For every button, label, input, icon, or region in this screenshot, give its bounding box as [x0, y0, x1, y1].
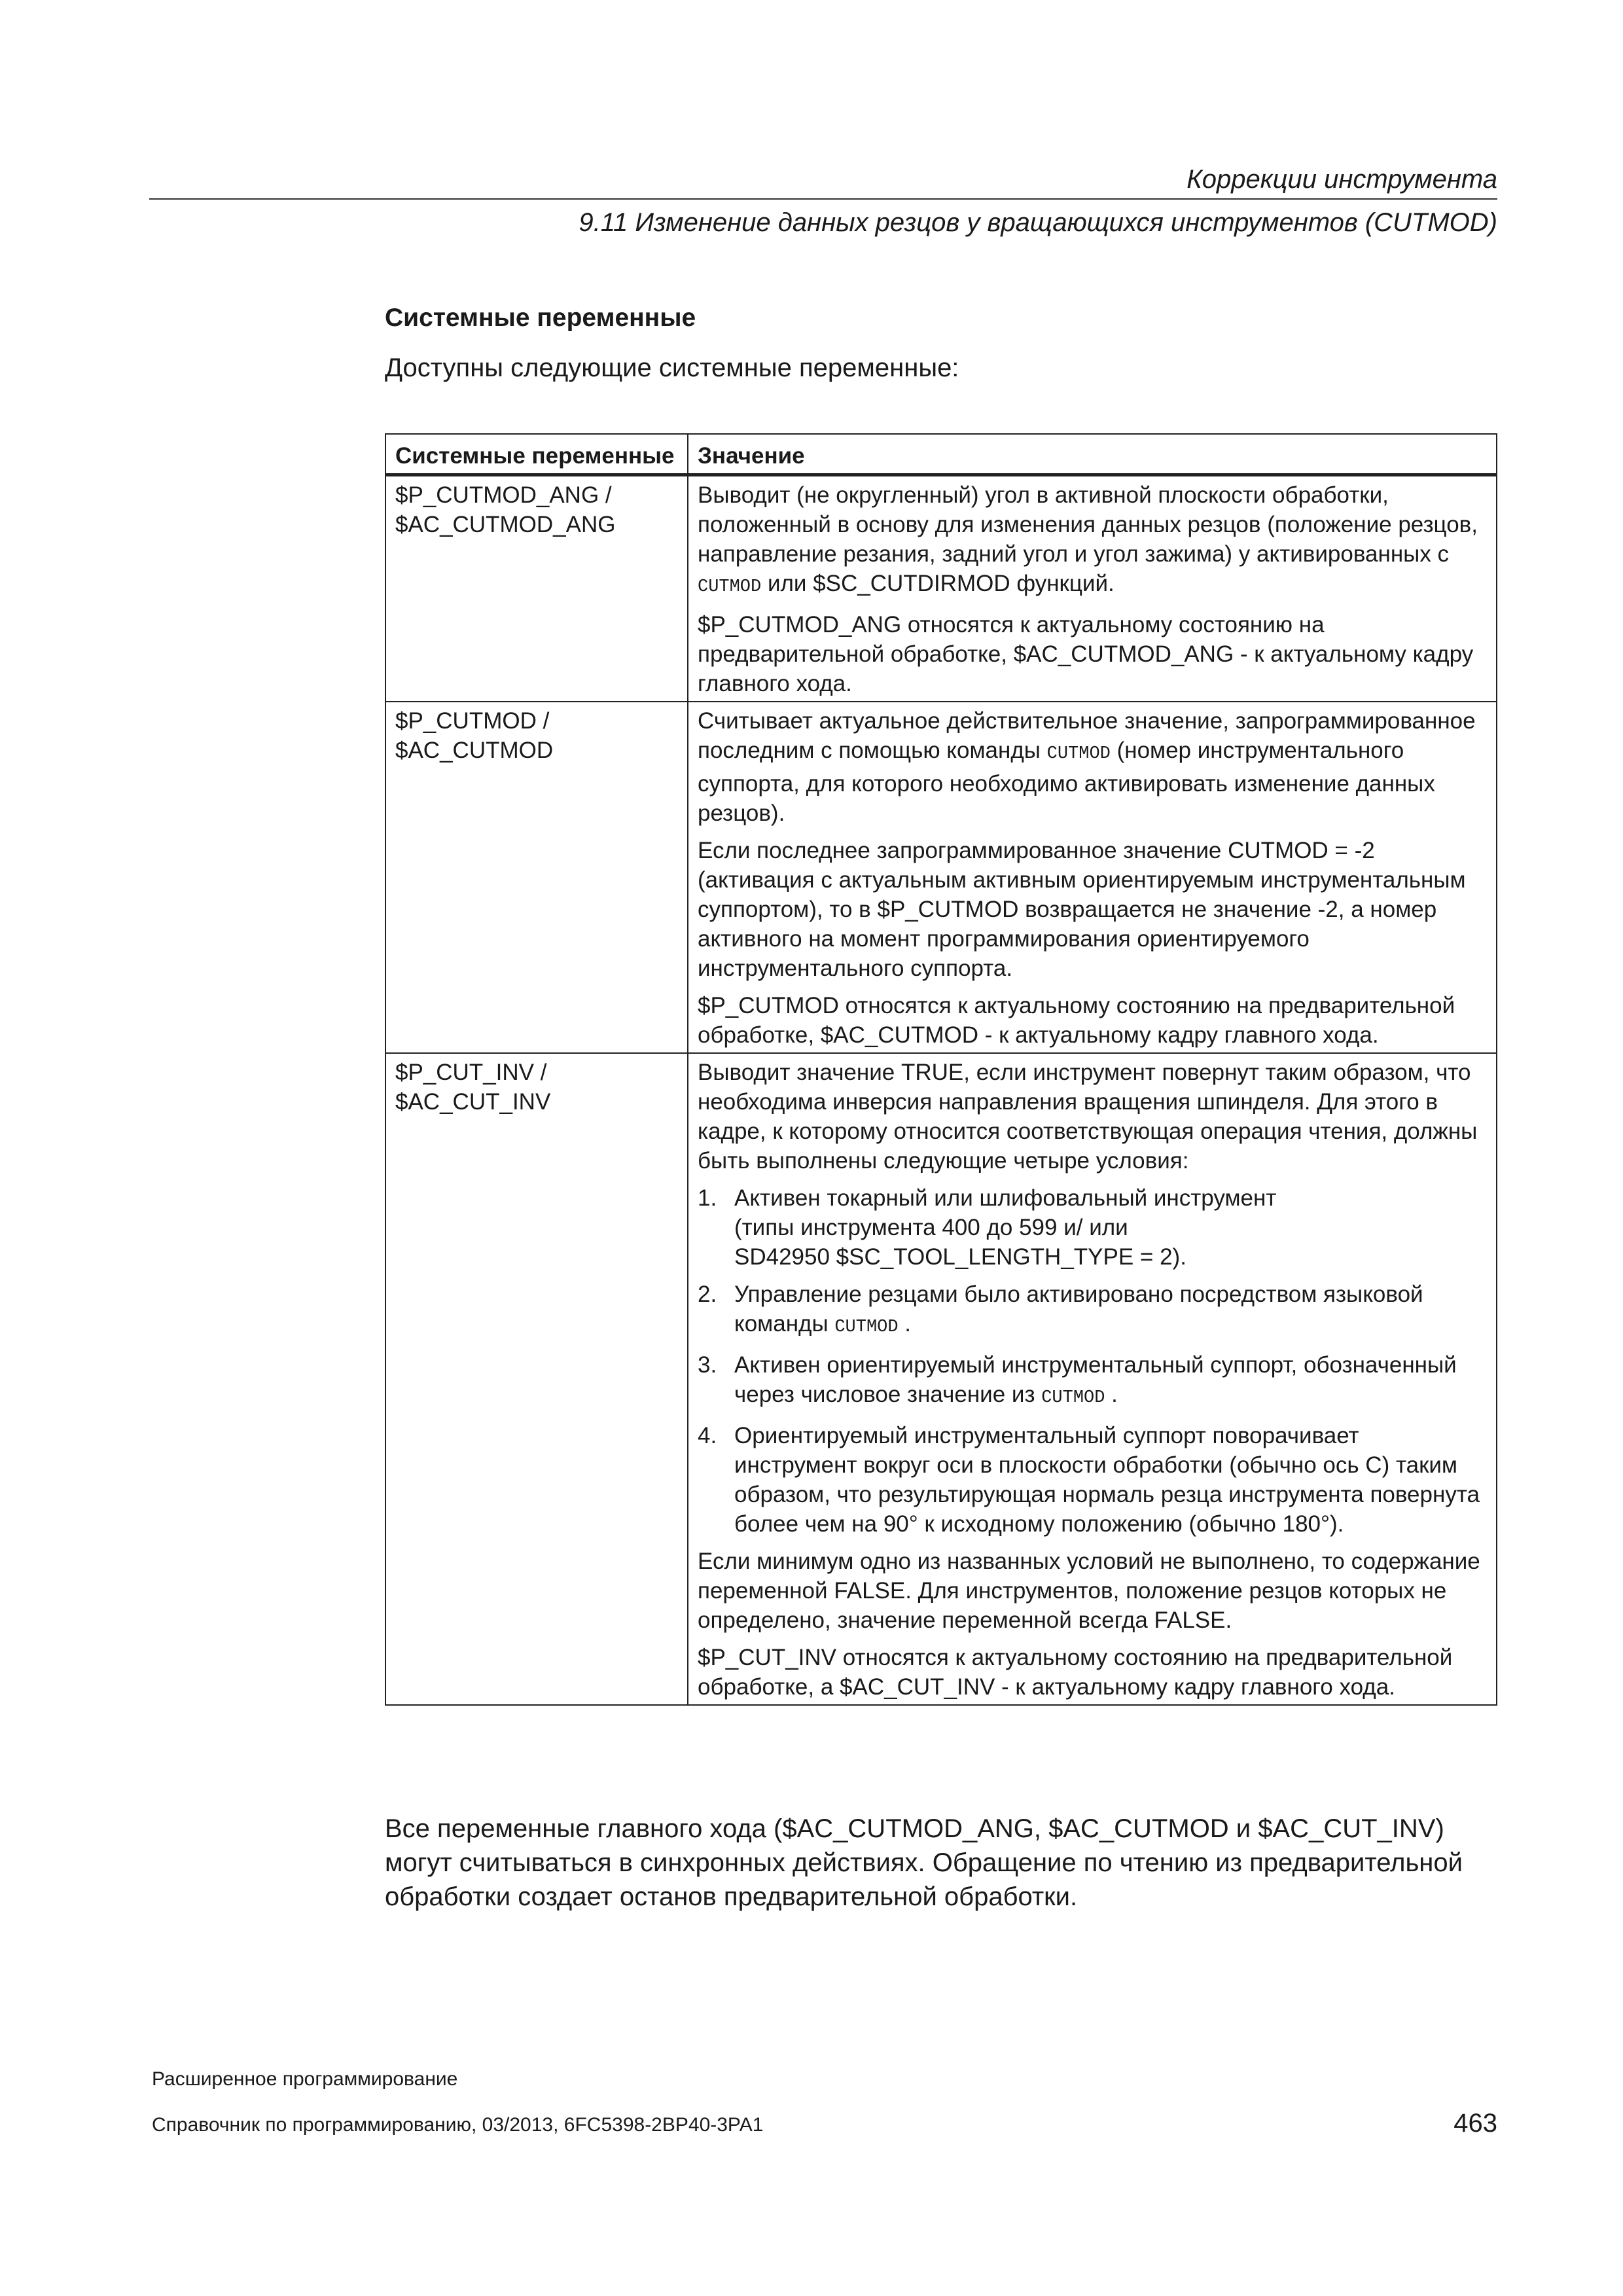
- table-row: [385, 1053, 1497, 1705]
- description-paragraph: Если последнее запрограммированное значение CUTMOD = -2 (активация с актуальным активным ориентируемым инструментальным суппортом), то в $P_CUTMOD возвращается не значение -2, а номер активного на момент программирования ориентируемого инструментального суппорта.: [698, 838, 1466, 981]
- text-run: Считывает актуальное действительное значение, запрограммированное последним с помощью команды: [698, 708, 1476, 763]
- variable-name: $P_CUT_INV /: [395, 1060, 547, 1085]
- variable-name: $P_CUTMOD /: [395, 708, 550, 734]
- code-keyword: CUTMOD: [698, 577, 762, 597]
- column-header-variables: Системные переменные: [385, 434, 688, 475]
- list-number: 3.: [698, 1352, 717, 1378]
- meaning-cell: [688, 1053, 1497, 1705]
- list-item-text: [734, 1183, 1276, 1272]
- text-run: .: [898, 1311, 912, 1336]
- list-item: [698, 1350, 1487, 1413]
- list-item: [698, 1421, 1487, 1539]
- text-run: Активен ориентируемый инструментальный суппорт, обозначенный через числовое значение из: [734, 1352, 1457, 1407]
- section-title: Системные переменные: [385, 304, 696, 332]
- variable-name: $AC_CUT_INV: [395, 1089, 551, 1115]
- description-paragraph: $P_CUTMOD_ANG относятся к актуальному состоянию на предварительной обработке, $AC_CUTMOD_ANG - к актуальному кадру главного хода.: [698, 612, 1474, 696]
- description-paragraph: [698, 480, 1487, 602]
- meaning-cell: [688, 702, 1497, 1053]
- meaning-cell: [688, 475, 1497, 702]
- description-paragraph: Выводит значение TRUE, если инструмент повернут таким образом, что необходима инверсия направления вращения шпинделя. Для этого в кадре, к которому относится соответствующая операция чтения, должны быть выполнены следующие четыре условия:: [698, 1060, 1478, 1174]
- text-run: Управление резцами было активировано посредством языковой команды: [734, 1282, 1423, 1336]
- system-variables-table: [385, 433, 1497, 1706]
- description-paragraph: $P_CUT_INV относятся к актуальному состоянию на предварительной обработке, а $AC_CUT_INV - к актуальному кадру главного хода.: [698, 1645, 1453, 1700]
- footer-book-title: Расширенное программирование: [152, 2068, 458, 2090]
- list-number: 4.: [698, 1423, 717, 1448]
- list-number: 2.: [698, 1282, 717, 1307]
- list-item-text: Ориентируемый инструментальный суппорт поворачивает инструмент вокруг оси в плоскости обработки (обычно ось С) таким образом, что результирующая нормаль резца инструмента повернута более чем на 90° к исходному положению (обычно 180°).: [734, 1423, 1480, 1537]
- variable-name: $AC_CUTMOD_ANG: [395, 512, 616, 537]
- page-number: 463: [1454, 2109, 1497, 2138]
- variable-name: $P_CUTMOD_ANG /: [395, 482, 612, 508]
- list-number: 1.: [698, 1185, 717, 1211]
- text-run: .: [1105, 1382, 1118, 1407]
- variable-names-cell: [385, 475, 688, 702]
- running-header-section: 9.11 Изменение данных резцов у вращающихся инструментов (CUTMOD): [579, 208, 1497, 237]
- running-header-chapter: Коррекции инструмента: [1186, 165, 1497, 194]
- text-run: или $SC_CUTDIRMOD функций.: [761, 571, 1115, 596]
- closing-paragraph: Все переменные главного хода ($AC_CUTMOD_ANG, $AC_CUTMOD и $AC_CUT_INV) могут считываться в синхронных действиях. Обращение по чтению из предварительной обработки создает останов предварительной обработки.: [385, 1814, 1463, 1911]
- table-row: [385, 702, 1497, 1053]
- intro-text: Доступны следующие системные переменные:: [385, 353, 959, 382]
- table-row: [385, 475, 1497, 702]
- variable-names-cell: [385, 702, 688, 1053]
- text-line: (типы инструмента 400 до 599 и/ или: [734, 1215, 1128, 1240]
- list-item-text: [734, 1350, 1487, 1413]
- header-rule: [149, 198, 1497, 200]
- code-keyword: CUTMOD: [834, 1318, 899, 1337]
- conditions-list: [698, 1183, 1487, 1539]
- footer-document-id: Справочник по программированию, 03/2013, 6FC5398-2BP40-3PA1: [152, 2114, 764, 2136]
- variable-name: $AC_CUTMOD: [395, 738, 554, 763]
- code-keyword: CUTMOD: [1046, 744, 1111, 764]
- list-item: [698, 1183, 1487, 1272]
- list-item: [698, 1280, 1487, 1342]
- text-line: SD42950 $SC_TOOL_LENGTH_TYPE = 2).: [734, 1244, 1186, 1270]
- text-run: Выводит (не округленный) угол в активной плоскости обработки, положенный в основу для изменения данных резцов (положение резцов, направление резания, задний угол и угол зажима) у активированных с: [698, 482, 1478, 567]
- table-header-row: [385, 434, 1497, 475]
- column-header-meaning: Значение: [688, 434, 1497, 475]
- text-run: (номер инструментального суппорта, для которого необходимо активировать изменение данных резцов).: [698, 738, 1435, 826]
- description-paragraph: [698, 706, 1487, 828]
- code-keyword: CUTMOD: [1041, 1388, 1105, 1408]
- text-line: Активен токарный или шлифовальный инструмент: [734, 1185, 1277, 1211]
- list-item-text: [734, 1280, 1487, 1342]
- description-paragraph: Если минимум одно из названных условий не выполнено, то содержание переменной FALSE. Для инструментов, положение резцов которых не определено, значение переменной всегда FALSE.: [698, 1549, 1480, 1633]
- description-paragraph: $P_CUTMOD относятся к актуальному состоянию на предварительной обработке, $AC_CUTMOD - к актуальному кадру главного хода.: [698, 993, 1455, 1048]
- variable-names-cell: [385, 1053, 688, 1705]
